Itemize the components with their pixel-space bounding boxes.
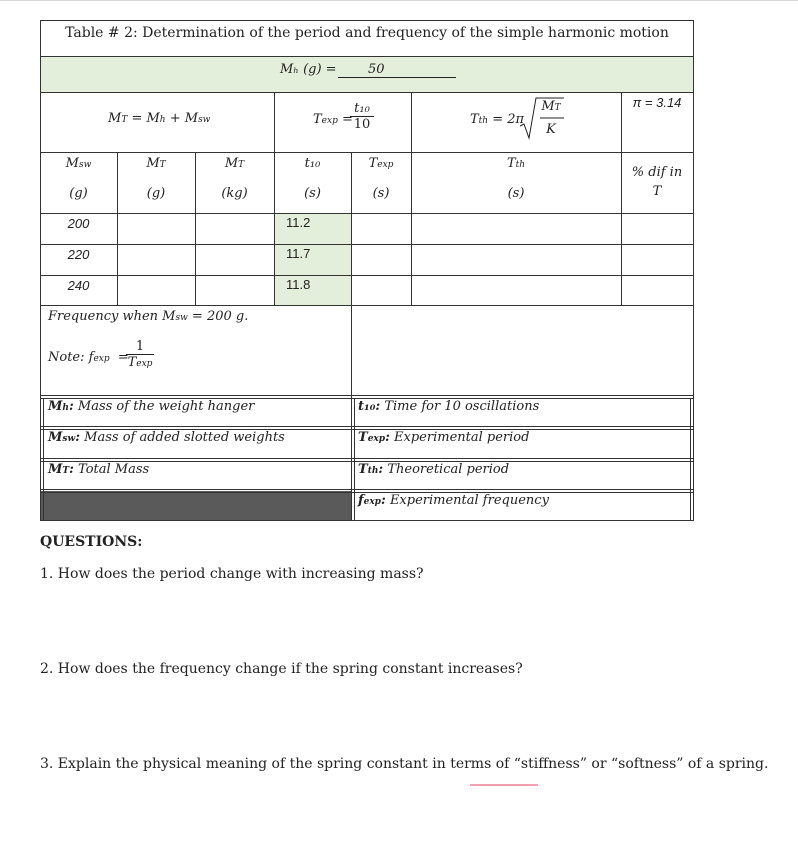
row3-msw: 240 [67, 278, 90, 293]
legend-tth: Tth: Theoretical period [358, 462, 510, 477]
legend-msw: Msw: Mass of added slotted weights [48, 430, 285, 445]
questions-heading: QUESTIONS: [40, 534, 143, 550]
formula-tth-num: MT [541, 99, 561, 114]
legend-mt: MT: Total Mass [48, 462, 150, 477]
mh-label: Mₕ (g) = [280, 62, 337, 77]
header-t10: t₁₀ [304, 156, 321, 171]
note-fraction: $\frac{1}{Texp}$ [127, 339, 153, 370]
header-msw-unit: (g) [69, 186, 88, 201]
table-title: Table # 2: Determination of the period and frequency of the simple harmonic motion [65, 25, 669, 41]
formula-mt: MT = Mh + Msw [108, 111, 211, 126]
header-tth-unit: (s) [507, 186, 525, 201]
header-texp-unit: (s) [372, 186, 390, 201]
header-texp: Texp [368, 156, 394, 171]
header-pct-diff: % dif in [631, 165, 683, 180]
legend-texp: Texp: Experimental period [358, 430, 530, 445]
header-mt-g-unit: (g) [146, 186, 166, 201]
note-label: Note: fexp = [48, 350, 129, 365]
formula-tth-den: K [546, 122, 556, 137]
question-3: 3. Explain the physical meaning of the spring constant in terms of “stiffness” or “softness” of a spring. [40, 756, 769, 772]
question-1: 1. How does the period change with increasing mass? [40, 566, 424, 582]
header-mt-kg-unit: (kg) [221, 186, 248, 201]
formula-tth-lhs: Tth = 2π [470, 112, 525, 127]
header-msw: Msw [65, 156, 92, 171]
row1-msw: 200 [67, 216, 90, 231]
legend-fexp: fexp: Experimental frequency [358, 493, 549, 508]
header-t10-unit: (s) [304, 186, 321, 201]
frequency-label: Frequency when Msw = 200 g. [48, 309, 249, 324]
header-mt-g: MT [146, 156, 166, 171]
pi-value: π = 3.14 [632, 95, 682, 110]
row2-msw: 220 [67, 247, 90, 262]
question-2: 2. How does the frequency change if the spring constant increases? [40, 661, 523, 677]
page-top-border [0, 0, 798, 1]
spellcheck-underline [470, 784, 538, 786]
dark-filled-cell [41, 491, 351, 520]
legend-t10: t₁₀: Time for 10 oscillations [358, 399, 540, 414]
mh-value: 50 [338, 62, 456, 78]
header-mt-kg: MT [224, 156, 245, 171]
row1-t10: 11.2 [286, 215, 311, 230]
header-tth: Tth [506, 156, 526, 171]
legend-mh: Mh: Mass of the weight hanger [48, 399, 255, 414]
header-pct-diff-unit: T [652, 184, 662, 199]
formula-texp-lhs: Texp = [313, 112, 353, 127]
row2-t10: 11.7 [286, 246, 311, 261]
formula-texp-fraction: $\frac{\text{t₁₀}}{10}$ [350, 101, 374, 132]
row3-t10: 11.8 [286, 277, 311, 292]
